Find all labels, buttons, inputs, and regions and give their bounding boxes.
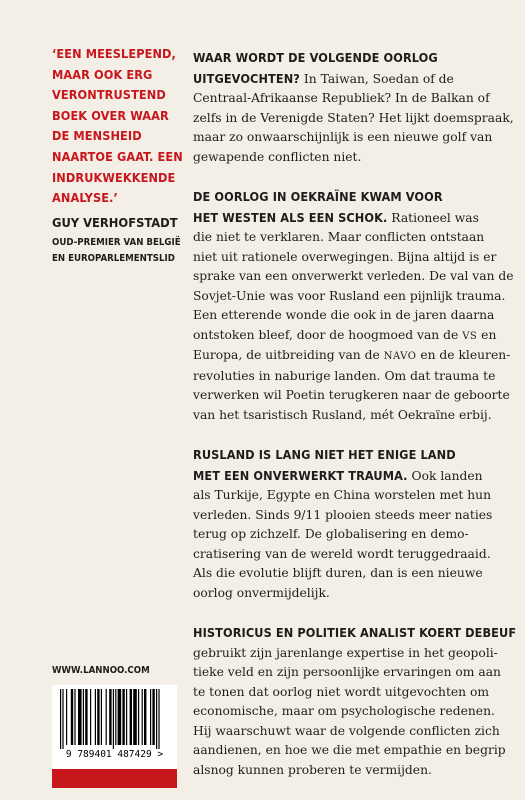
red-accent-bar	[52, 769, 177, 788]
body-line: ontstoken bleef, door de hoogmoed van de VS en	[193, 327, 497, 342]
body-line: maar zo onwaarschijnlijk is een nieuwe golf van	[193, 130, 493, 144]
paragraph-4	[193, 623, 517, 780]
body-line: gebruikt zijn jarenlange expertise in het geopoli-	[193, 645, 498, 660]
body-line: oorlog onvermijdelijk.	[193, 585, 330, 600]
quote-line: ANALYSE.’	[52, 190, 118, 206]
paragraph-heading: HISTORICUS EN POLITIEK ANALIST KOERT DEBEUF	[193, 625, 517, 640]
author-role-line: OUD-PREMIER VAN BELGIË	[52, 236, 181, 248]
paragraph-1	[193, 48, 514, 167]
quote-author: GUY VERHOFSTADT	[52, 215, 178, 231]
paragraph-3	[193, 445, 493, 603]
isbn-digits: 9 789401 487429 >	[65, 749, 164, 760]
body-line: te tonen dat oorlog niet wordt uitgevochten om	[193, 684, 490, 699]
paragraph-heading: DE OORLOG IN OEKRAÏNE KWAM VOOR	[193, 189, 443, 204]
body-text: Ook landen	[407, 468, 483, 483]
body-line: Europa, de uitbreiding van de NAVO en de kleuren-	[193, 348, 511, 362]
author-role-line: EN EUROPARLEMENTSLID	[52, 252, 175, 264]
body-line: aandienen, en hoe we die met empathie en begrip	[193, 743, 506, 757]
body-line: sprake van een onverwerkt verleden. De val van de	[193, 269, 514, 283]
body-line: als Turkije, Egypte en China worstelen met hun	[193, 488, 492, 502]
barcode-bars-icon	[58, 689, 171, 749]
body-line: niet uit rationele overwegingen. Bijna altijd is er	[193, 249, 497, 264]
quote-line: VERONTRUSTEND	[52, 87, 166, 103]
body-line: alsnog kunnen proberen te vermijden.	[193, 762, 432, 777]
endorsement-block	[52, 44, 183, 267]
paragraph-heading: UITGEVOCHTEN?	[193, 70, 300, 86]
small-caps-abbr: VS	[462, 330, 478, 342]
body-text: In Taiwan, Soedan of de	[299, 71, 454, 86]
body-line: Een etterende wonde die ook in de jaren daarna	[193, 308, 495, 322]
body-line: Hij waarschuwt waar de volgende conflicten zich	[193, 723, 500, 738]
isbn-barcode	[52, 685, 177, 769]
body-line: cratisering van de wereld wordt teruggedraaid.	[193, 546, 491, 561]
quote-line: NAARTOE GAAT. EEN	[52, 148, 183, 164]
body-line: gewapende conflicten niet.	[193, 149, 362, 164]
publisher-website[interactable]: WWW.LANNOO.COM	[52, 665, 150, 676]
body-line: terug op zichzelf. De globalisering en demo-	[193, 527, 469, 541]
quote-line: MAAR OOK ERG	[52, 66, 153, 82]
endorsement-quote	[52, 44, 183, 209]
author-role	[52, 235, 181, 267]
body-line: tieke veld en zijn persoonlijke ervaringen om aan	[193, 665, 501, 679]
quote-line: BOEK OVER WAAR	[52, 107, 169, 123]
body-line: revoluties in naburige landen. Om dat trauma te	[193, 368, 496, 383]
quote-line: ‘EEN MEESLEPEND,	[52, 46, 176, 61]
body-line: economische, maar om psychologische redenen.	[193, 704, 495, 718]
body-line: verwerken wil Poetin terugkeren naar de geboorte	[193, 388, 510, 402]
body-line: van het tsaristisch Rusland, mét Oekraïne erbij.	[193, 407, 492, 422]
paragraph-heading: MET EEN ONVERWERKT TRAUMA.	[193, 467, 408, 483]
body-line: Sovjet-Unie was voor Rusland een pijnlijk trauma.	[193, 288, 506, 303]
body-line: Als die evolutie blijft duren, dan is een nieuwe	[193, 566, 483, 580]
body-line: die niet te verklaren. Maar conflicten ontstaan	[193, 230, 485, 244]
small-caps-abbr: NAVO	[383, 351, 417, 362]
paragraph-heading: WAAR WORDT DE VOLGENDE OORLOG	[193, 50, 438, 65]
body-line: zelfs in de Verenigde Staten? Het lijkt doemspraak,	[193, 110, 514, 125]
paragraph-2	[193, 187, 514, 425]
paragraph-heading: HET WESTEN ALS EEN SCHOK.	[193, 209, 388, 225]
body-line: Centraal-Afrikaanse Republiek? In de Balkan of	[193, 91, 490, 105]
quote-line: INDRUKWEKKENDE	[52, 169, 176, 185]
blurb-text	[193, 48, 517, 800]
quote-line: DE MENSHEID	[52, 128, 142, 144]
paragraph-heading: RUSLAND IS LANG NIET HET ENIGE LAND	[193, 447, 456, 462]
body-line: verleden. Sinds 9/11 plooien steeds meer naties	[193, 507, 493, 522]
body-text: Rationeel was	[387, 210, 479, 225]
